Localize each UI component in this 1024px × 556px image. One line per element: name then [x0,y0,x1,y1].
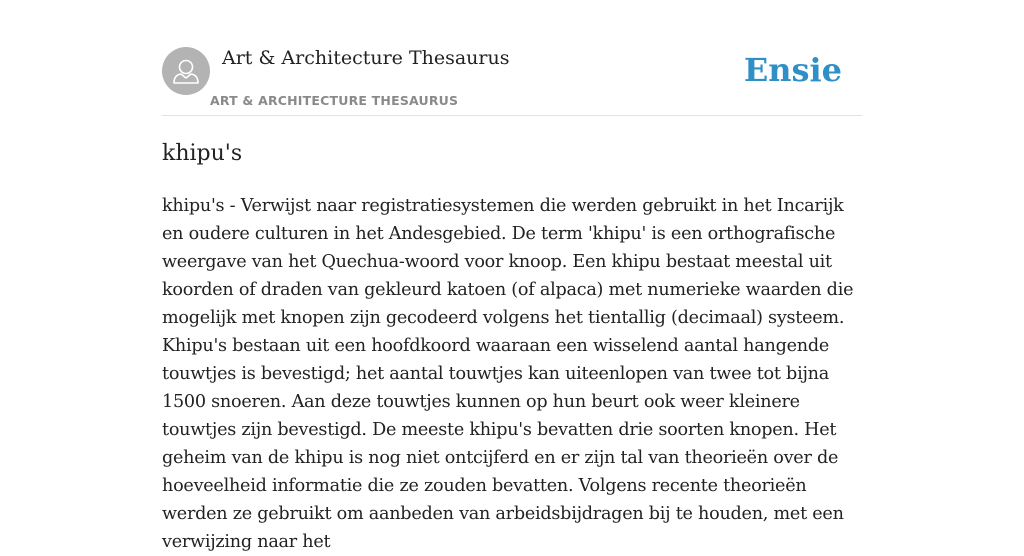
article-title: khipu's [162,141,243,166]
source-name-link[interactable]: Art & Architecture Thesaurus [222,47,510,69]
source-header [162,0,862,116]
source-avatar[interactable] [162,47,210,95]
source-subtitle: ART & ARCHITECTURE THESAURUS [210,93,459,108]
user-icon [162,47,210,95]
article-body: khipu's - Verwijst naar registratiesystemen die werden gebruikt in het Incarijk en oudere culturen in het Andesgebied. De term 'khipu' is een orthografische weergave van het Quechua-woord voor knoop. Een khipu bestaat meestal uit koorden of draden van gekleurd katoen (of alpaca) met numerieke waarden die mogelijk met knopen zijn gecodeerd volgens het tientallig (decimaal) systeem. Khipu's bestaan uit een hoofdkoord waaraan een wisselend aantal hangende touwtjes is bevestigd; het aantal touwtjes kan uiteenlopen van twee tot bijna 1500 snoeren. Aan deze touwtjes kunnen op hun beurt ook weer kleinere touwtjes zijn bevestigd. De meeste khipu's bevatten drie soorten knopen. Het geheim van de khipu is nog niet ontcijferd en er zijn tal van theorieën over de hoeveelheid informatie die ze zouden bevatten. Volgens recente theorieën werden ze gebruikt om aanbeden van arbeidsbijdragen bij te houden, met een verwijzing naar het [162,196,854,552]
ensie-logo[interactable]: Ensie [743,51,842,89]
